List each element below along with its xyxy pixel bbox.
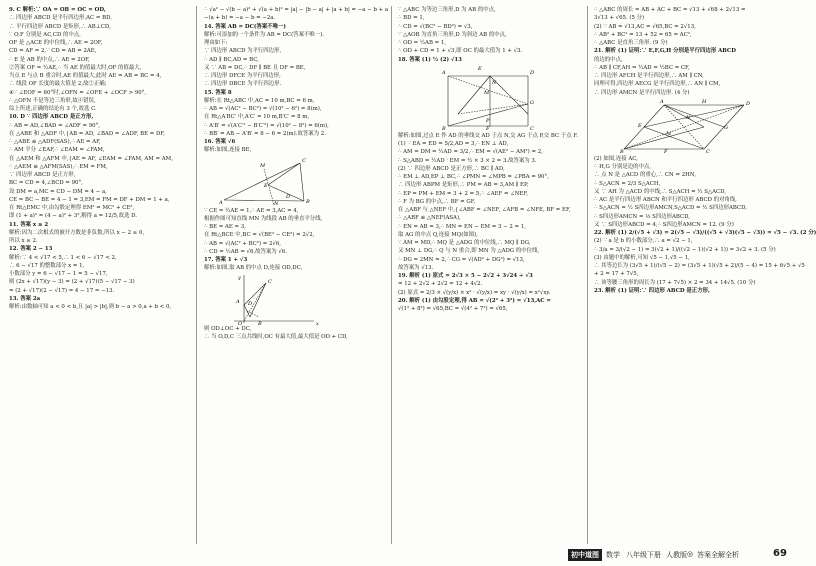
figure-label: A [219,199,223,206]
column-1 [9,6,192,311]
figure-label: D [746,100,751,107]
footer-section: 答案全解全析 [697,551,739,559]
text-line: ∴ 当 O,D,C 三点共线时,OC 有最大值,最大值是 OD + CD, [204,333,348,340]
column-divider [587,6,588,544]
text-line: ∴ OD = ½AB = 1, [398,40,446,46]
figure-label: B [442,125,446,132]
figure-label: D [248,300,253,307]
text-line: BC = CD = 4,∠BCD = 90°, [9,180,83,187]
figure-label: C [530,125,534,132]
text-line: ∴ AC 是平行四边形 ABCN 和平行四边形 ABCD 的对角线, [594,197,737,203]
text-line: 则 (2x + √17)(y − 3) = (2 + √17)(5 − √17 − 3) [9,279,135,286]
text-line: ∴ H,G 分别是边的中点, [594,164,652,170]
text-line: ∴ 四边形 DBCE 为平行四边形. [204,81,282,88]
column-4 [594,6,816,295]
figure-segment [458,104,528,114]
text-line: ∴ CD = √(BC² − BD²) = √3, [398,23,473,30]
column-3 [398,6,582,313]
figure-21 [594,97,764,155]
footer-bullet: ◎ [687,550,694,558]
text-line: 18. 答案 (1) ½ (2) √13 [398,56,462,63]
figure-label: F [664,148,668,155]
text-line: ∴ △ABC 是直角三角形. (9 分) [594,40,668,46]
figure-17 [204,273,324,325]
text-line: ∵ CE = ½AE = 1,∴ AE = 3,AC = 4, [204,207,299,214]
text-line: ∴ 点 N 是 △ACD 的重心,∴ CN = 2HN, [594,172,696,179]
text-line: 同理可得,四边形 AECG 是平行四边形,∴ AN ∥ CM, [594,81,721,88]
text-line: ∴ BB′ = AB − A′B′ = 8 − 6 = 2(m).故答案为 2. [204,130,326,137]
figure-label: E [264,182,268,189]
text-line: ∴ 四边形 ABCD 是平行四边形,AC = BD, [9,15,112,22]
text-line: 解析:如图,连接 BE, [204,147,252,154]
text-line: ∴ △ABC 的周长 = AB + AC + BC = √13 + √68 + 2√13 = [594,7,746,13]
text-line: ∴ 线段 OF 长度的最大值是 2,故②正确; [9,81,107,88]
text-line: 即 (1 + a)² = (4 − a)² + 3²,解得 a = 12/5,故选 D. [9,213,138,220]
text-line: ∵ AM = MD,∴ MQ 是 △ADG 的中位线,∴ MQ ∥ DG, [398,240,531,246]
text-line: 解析:由数轴可知 a < 0 < b,且 |a| > |b|,则 b − a > 0,a + b < 0, [9,304,172,310]
figure-label: F [486,125,490,132]
text-line: 解析:可添加的一个条件为 AB = DC(答案不唯一). [204,31,324,38]
text-line: ∴ √a² − √(b − a)² + √(a + b)² = |a| − |b − a| + |a + b| = −a − b + a [204,7,389,13]
text-line: ∴ F 为 BG 的中点,∴ BF = GF, [398,198,476,205]
text-line: ∴ EM ⊥ AD,EP ⊥ BC,∴ ∠PMN = ∠MPB = ∠PBA = 90°, [398,174,549,180]
column-divider [391,6,392,544]
text-line: ∴ 平行四边形 ABCD 是矩形,∴ AB⊥CD, [9,23,111,30]
figure-segment [644,127,704,149]
text-line: 解析:如图,过点 E 作 AD 的垂线交 AD 于点 N,交 AG 于点 P,交 BC 于点 F. [398,132,578,139]
figure-segment [664,105,724,127]
text-line: ∴ BE = AE = 3, [204,224,246,230]
figure-16 [204,155,324,207]
text-line: 16. 答案 √6 [204,139,236,145]
text-line: (2) ∵ 四边形 ABCD 是正方形,∴ BC ∥ AD, [398,165,505,172]
text-line: ∴ 四边形 AFCH 是平行四边形,∴ AM ∥ CN, [594,73,704,79]
figure-segment [624,127,704,149]
text-line: 的边的中点, [594,56,623,63]
footer-subject: 数学 [606,551,620,559]
text-line: ∴ AB = AD,∠BAD = ∠ADF = 90°, [9,122,100,129]
text-line: = 12 + 2√2 + 2√2 = 12 + 4√2. [398,281,483,288]
text-line: 21. 解析 (1) 证明:∵ E,F,G,H 分别是平行四边形 ABCD [594,48,736,55]
figure-segment [250,283,266,317]
figure-label: M [666,130,672,137]
text-line: 则 OD⊥OC + DC, [204,325,252,332]
text-line: 10. D ∵ 四边形 ABCD 是正方形, [9,114,94,121]
text-line: ∵ 四边形 ABCD 为平行四边形, [204,48,282,55]
figure-label: H [702,98,707,105]
figure-segment [268,163,300,185]
figure-label: x [316,320,319,327]
text-line: 23. 解析 (1) 证明:∵ 四边形 ABCD 是正方形, [594,287,710,294]
text-line: 故答案为 √13. [398,264,434,271]
text-line: ∵ 四边形 ABCD 是正方形, [9,172,76,178]
figure-segment [664,105,704,149]
figure-label: D [286,193,291,200]
text-line: ∴ AB² + BC² = 13 + 52 = 65 = AC², [594,31,692,38]
figure-label: C [302,157,306,164]
text-line: ∴ 6 − √17 的整数部分 x = 1, [9,262,85,269]
footer-grade: 八年级下册 [626,551,661,559]
text-line: 解析:在 Rt△ABC 中,AC = 10 m,BC = 6 m, [204,97,315,104]
figure-label: G [530,99,534,106]
text-line: ∴ 四边形 ABPM 是矩形,∴ PM = AB = 3,AM ∥ EP, [398,182,529,189]
text-line: 又 ∵ AH 为 △ACD 的中线,∴ S△ACH = ½ S△ACD, [594,188,726,195]
text-line: ②答案 OF = ½AE,∴ 当 AE 的值最大时,OF 的值最大, [9,64,142,71]
text-line: = (2 + √17)(2 − √17) = 4 − 17 = −13. [9,287,115,294]
text-line: (3) 由题中的解析,可知 √5 − 1,√5 − 1, [594,254,690,261]
text-line: 解析:∵ 4 < √17 < 5,∴ 1 < 6 − √17 < 2, [9,254,117,261]
text-line: 14. 答案 AB = DC(答案不唯一) [204,23,286,30]
text-line: 在 Rt△A′BC′ 中,A′C′ = 10 m,B′C′ = 8 m, [204,114,310,121]
column-2 [204,6,389,341]
text-line: 15. 答案 8 [204,89,232,96]
text-line: ∴ S四边形AMCN = ⅓ S四边形ABCD, [594,213,690,220]
text-line: 根据作图可知直线 MN 为线段 AB 的垂直平分线, [204,215,323,222]
text-line: 当点 E 与点 B 重合时,AE 的值最大,此时 AE = AB = BC = 4, [9,73,162,79]
footer-brand: 初中道图 [568,549,602,561]
text-line: ∴ 该等腰三角形的周长为 (17 + 7√5) × 2 = 34 + 14√5. (10 分) [594,279,756,286]
text-line: ∴ △OFN 不是等边三角形,故④错误, [9,97,96,104]
text-line: ∴ A′B′ = √(A′C′² − B′C′²) = √(10² − 8²) = 6(m), [204,122,329,129]
text-line: ∴ △AEM ≌ △AFM(SAS),∴ EM = FM, [9,163,108,170]
text-line: 9. C 解析:∵ OA = OB = OC = OD, [9,7,106,13]
text-line: ∴ S△ACN = 2/3 S△ACH, [594,180,661,187]
text-line: CD = AF = 2,∵ CD = AB = 2AE, [9,48,97,55]
text-line: ∴ 3/a = 3/(√2 − 1) = 3(√2 + 1)/((√2 − 1)(√2 + 1)) = 3√2 + 3. (5 分) [594,246,776,253]
text-line: 3√13 + √65. (5 分) [594,15,645,22]
figure-label: B [306,198,310,205]
figure-label: D [530,69,535,76]
text-line: 17. 答案 1 + √3 [204,257,248,263]
column-divider [196,6,197,544]
figure-label: P [486,117,490,124]
text-line: 所以 x ≥ 2. [9,238,38,244]
text-line: ∴ △ABE ≌ △ADF(SAS),∴ AE = AF, [9,139,101,145]
text-line: 20. 解析 (1) 由勾股定理,得 AB = √(2² + 3²) = √13,AC = [398,297,551,304]
text-line: ∴ AD ∥ BC,AD = BC, [204,56,259,63]
text-line: 又 MN ⊥ DG,∴ Q 与 N 重合,即 MN 为 △ADG 的中位线, [398,248,540,255]
text-line: 在 Rt△EMC 中,由勾股定理得 EM² = MC² + CE², [9,205,135,211]
figure-label: E [638,122,642,129]
text-line: ∴ EN = AB = 3,∴ MN = EN − EM = 3 − 2 = 1, [398,223,526,230]
figure-label: y [238,274,241,281]
figure-segment [224,200,304,201]
text-line: (2) 如图,连接 AC, [594,155,638,162]
text-line: 13. 答案 2a [9,295,41,302]
text-line: ∴ S△ACN = ½ S四边形AMCN,S△ACD = ½ S四边形ABCD, [594,205,747,212]
text-line: ∴ DG = 2MN = 2,∴ CG = √(AD² + DG²) = √13, [398,256,525,263]
text-line: √(1² + 8²) = √65,BC = √(4² + 7²) = √65, [398,306,508,312]
figure-label: A [660,98,664,105]
text-line: ∴ CD = ½AB = √6,故答案为 √6. [204,248,287,255]
text-line: ∴ AM 平分 ∠EAF,∴ ∠EAM = ∠FAM, [9,147,105,154]
figure-label: N [686,114,691,121]
text-line: 22. 解析 (1) 2/(√5 + √3) = 2(√5 − √3)/((√5 + √3)(√5 − √3)) = √5 − √3. (2 分) [594,230,816,236]
text-line: 在 △ABF 与 △NEF 中,{∠ABF = ∠NEF, ∠AFB = ∠NFE, BF = EF, [398,207,571,213]
figure-label: N [274,200,279,207]
text-line: ∴ 四边形 AMCN 是平行四边形. (4 分) [594,89,690,96]
figure-label: N [492,79,497,86]
figure-label: E [478,65,482,72]
text-line: (2) ∵ a 是 b 的小数部分,∴ a = √2 − 1, [594,238,693,245]
text-line: ∵ △ABC 为等边三角形,D 为 AB 的中点, [398,7,496,13]
text-line: ∴ AB ∥ CF,AH = ½AD = ½BC = CF, [594,64,690,71]
figure-label: O [238,320,243,327]
text-line: 解析:如图,取 AB 的中点 D,连接 OD,DC, [204,265,303,272]
text-line: −(a + b) = −a − b = −2a. [204,15,276,22]
text-line: 取 AG 的中点 Q,连接 MQ(如图), [398,231,478,238]
text-line: 在 △AEM 和 △AFM 中,{AE = AF, ∠EAM = ∠FAM, AM = AM, [9,155,173,162]
page-footer [0,548,800,562]
text-line: 解析:因为二次根式的被开方数是非负数,所以 x − 2 ≥ 0, [9,229,145,236]
figure-label: C [268,278,272,285]
figure-18 [398,64,548,132]
text-line: 12. 答案 2 − 13 [9,246,53,253]
text-line: ∴ 四边形 DFCE 为平行四边形, [204,73,281,79]
footer-publisher: 人教版 [666,551,687,559]
figure-label: B [620,148,624,155]
figure-segment [664,105,704,127]
text-line: 理由如下: [204,40,228,46]
text-line: ∴ AM = DM = ½AD = 3/2,∴ EM = √(AE² − AM²) = 2, [398,149,543,156]
text-line: ④∵ ∠EOF = 60°时,∠OFN = ∠OFE + ∠OCF > 90°, [9,89,147,96]
text-line: OF 是 △ACE 的中位线,∴ AE = 2OF, [9,40,103,46]
figure-label: G [724,124,728,131]
text-line: 19. 解析 (1) 原式 = 2√3 × 5 − 2√2 + 3√24 ÷ √3 [398,273,533,279]
text-line: 设 DM = a,MC = CD − DM = 4 − a, [9,188,107,195]
text-line: ∵ O,F 分别是 AC,CD 的中点, [9,31,81,38]
text-line: ∴ OD + CD = 1 + √3,即 OC 的最大值为 1 + √3. [398,48,523,55]
text-line: 在 Rt△BCE 中,BC = √(BE² − CE²) = 2√2, [204,232,315,239]
text-line: 又 ∵ AB = DC,∴ DF ∥ BE 且 DF = BE, [204,64,306,71]
figure-label: A [236,298,240,305]
text-line: ∴ S△ABD = ½AD · EM = ½ × 3 × 2 = 3.故答案为 3. [398,157,537,164]
text-line: 11. 答案 x ≥ 2 [9,221,49,228]
text-line: + 2 = 17 + 7√5, [594,271,639,278]
text-line: ∴ △ABF ≌ △NEF(ASA), [398,215,461,222]
text-line: ∴ BD = 1, [398,15,425,22]
figure-segment [300,163,304,201]
text-line: 小数部分 y = 6 − √17 − 1 = 5 − √17, [9,271,108,277]
text-line: ∴ AB = √(AC² − BC²) = √(10² − 6²) = 8(m), [204,106,322,112]
figure-label: A [442,69,446,76]
figure-label: B [258,320,262,327]
text-line: (1) ∵ EA = ED = 5/2,AD = 3,∴ EN ⊥ AD, [398,141,509,147]
text-line: 又 ∵ S四边形ABCD = 4,∴ S四边形AMCN = 12. (9 分) [594,221,734,228]
text-line: (2) ∵ AB = √13,AC = √65,BC = 2√13, [594,23,696,30]
figure-label: C [706,148,710,155]
text-line: (2) 原式 = 2/3 × √(y/x) × x² · √(y/x) = xy · √(y/x) = x²√xy. [398,289,551,296]
text-line: ∵ △AOB 为直角三角形,D 为斜边 AB 的中点, [398,31,507,38]
figure-label: M [484,89,490,96]
text-line: 综上所述,正确的结论有 3 个,故选 C. [9,106,97,112]
text-line: ∴ E 是 AB 的中点,∴ AE = 2OF, [9,56,90,63]
text-line: ∴ EP = PM + EM = 3 + 2 = 5,∴ ∠AEF = ∠NEF, [398,190,528,197]
text-line: ∴ AB = √(AC² + BC²) = 2√6, [204,240,282,247]
page-number: 69 [773,548,787,559]
text-line: 在 △ABE 和 △ADF 中,{AB = AD, ∠BAD = ∠ADF, BE = DF, [9,130,165,137]
text-line: CE = BC − BE = 4 − 1 = 3,EM = FM = DF + DM = 1 + a, [9,196,170,203]
text-line: ∴ 其等边长为 (3√5 + 1)/(√5 − 2) = (3√5 + 1)(√5 + 2)/(5 − 4) = 15 + 6√5 + √5 [594,263,805,269]
figure-label: M [260,162,266,169]
